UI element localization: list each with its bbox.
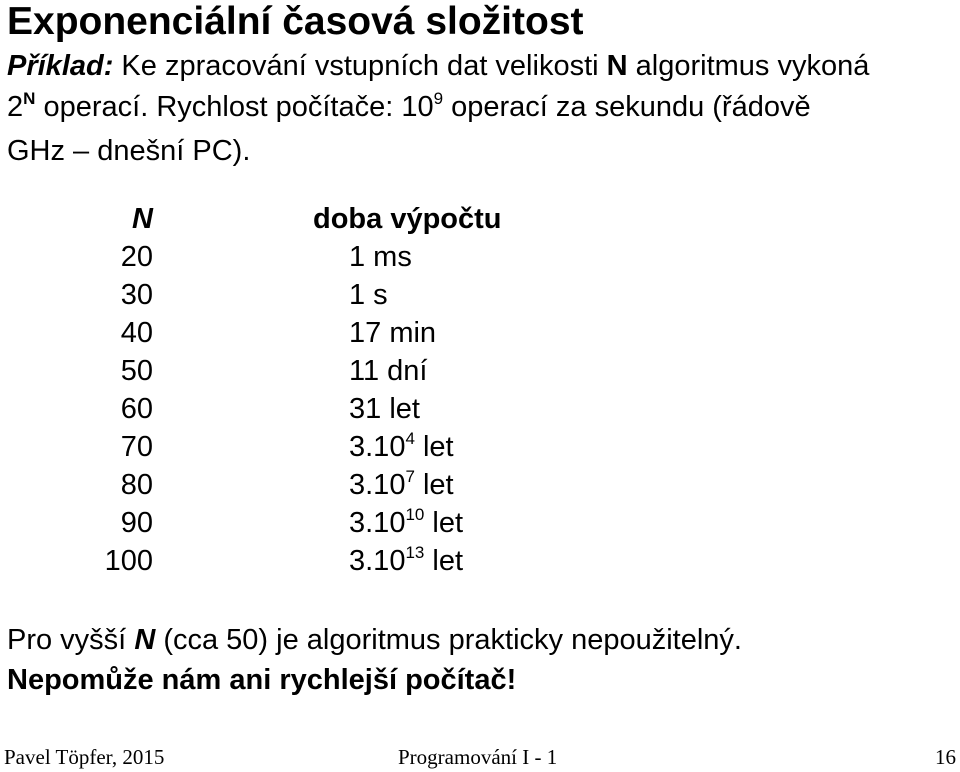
cell-n: 80 <box>120 469 153 501</box>
slide-footer <box>0 742 960 772</box>
slide-title: Exponenciální časová složitost <box>7 0 584 43</box>
table-header-row <box>0 200 600 238</box>
cell-time: 3.10$^7$ let <box>349 467 454 501</box>
intro-text-1: Ke zpracování vstupních dat velikosti <box>113 50 607 82</box>
intro-line-2 <box>7 87 957 131</box>
footer-page-number: 16 <box>935 745 956 769</box>
speed-exponent: 9 <box>433 89 444 108</box>
conclusion <box>7 620 742 700</box>
cell-n: 100 <box>104 545 153 577</box>
intro-line-1 <box>7 46 957 87</box>
exponent-n: N <box>23 89 36 108</box>
conclusion-line-2: Nepomůže nám ani rychlejší počítač! <box>7 664 517 696</box>
table-row <box>0 238 600 276</box>
table-row <box>0 542 600 580</box>
footer-course: Programování I - 1 <box>398 745 558 769</box>
conclusion-line-1: Pro vyšší N (cca 50) je algoritmus prakticky nepoužitelný. <box>7 624 742 656</box>
table-row <box>0 390 600 428</box>
cell-time: 3.10$^{13}$ let <box>349 543 464 577</box>
cell-time: 3.10$^4$ let <box>349 429 454 463</box>
footer-author: Pavel Töpfer, 2015 <box>4 745 165 769</box>
cell-time: 1 s <box>349 279 388 311</box>
table-row <box>0 352 600 390</box>
cell-n: 50 <box>120 355 153 387</box>
variable-n: N <box>606 50 628 82</box>
cell-time: 11 dní <box>349 355 428 387</box>
cell-time: 3.10$^{10}$ let <box>349 505 464 539</box>
table-row <box>0 504 600 542</box>
cell-n: 60 <box>120 393 153 425</box>
cell-time: 31 let <box>349 393 420 425</box>
example-label: Příklad: <box>7 50 114 82</box>
intro-text-2-end: operací za sekundu (řádově <box>443 91 811 123</box>
cell-n: 90 <box>120 507 153 539</box>
cell-n: 30 <box>120 279 153 311</box>
variable-n: N <box>134 624 156 656</box>
base-two: 2 <box>7 91 24 123</box>
cell-time: 1 ms <box>349 241 412 273</box>
cell-n: 40 <box>120 317 153 349</box>
intro-text-2: operací. Rychlost počítače: 10 <box>35 91 434 123</box>
intro-line-3: GHz – dnešní PC). <box>7 135 251 167</box>
table-row <box>0 428 600 466</box>
intro-paragraph <box>7 46 957 172</box>
header-n: N <box>132 203 153 235</box>
table-row <box>0 466 600 504</box>
cell-n: 20 <box>120 241 153 273</box>
header-time: doba výpočtu <box>313 203 502 235</box>
cell-n: 70 <box>120 431 153 463</box>
table-row <box>0 314 600 352</box>
table-row <box>0 276 600 314</box>
cell-time: 17 min <box>349 317 437 349</box>
intro-text-1-end: algoritmus vykoná <box>627 50 870 82</box>
